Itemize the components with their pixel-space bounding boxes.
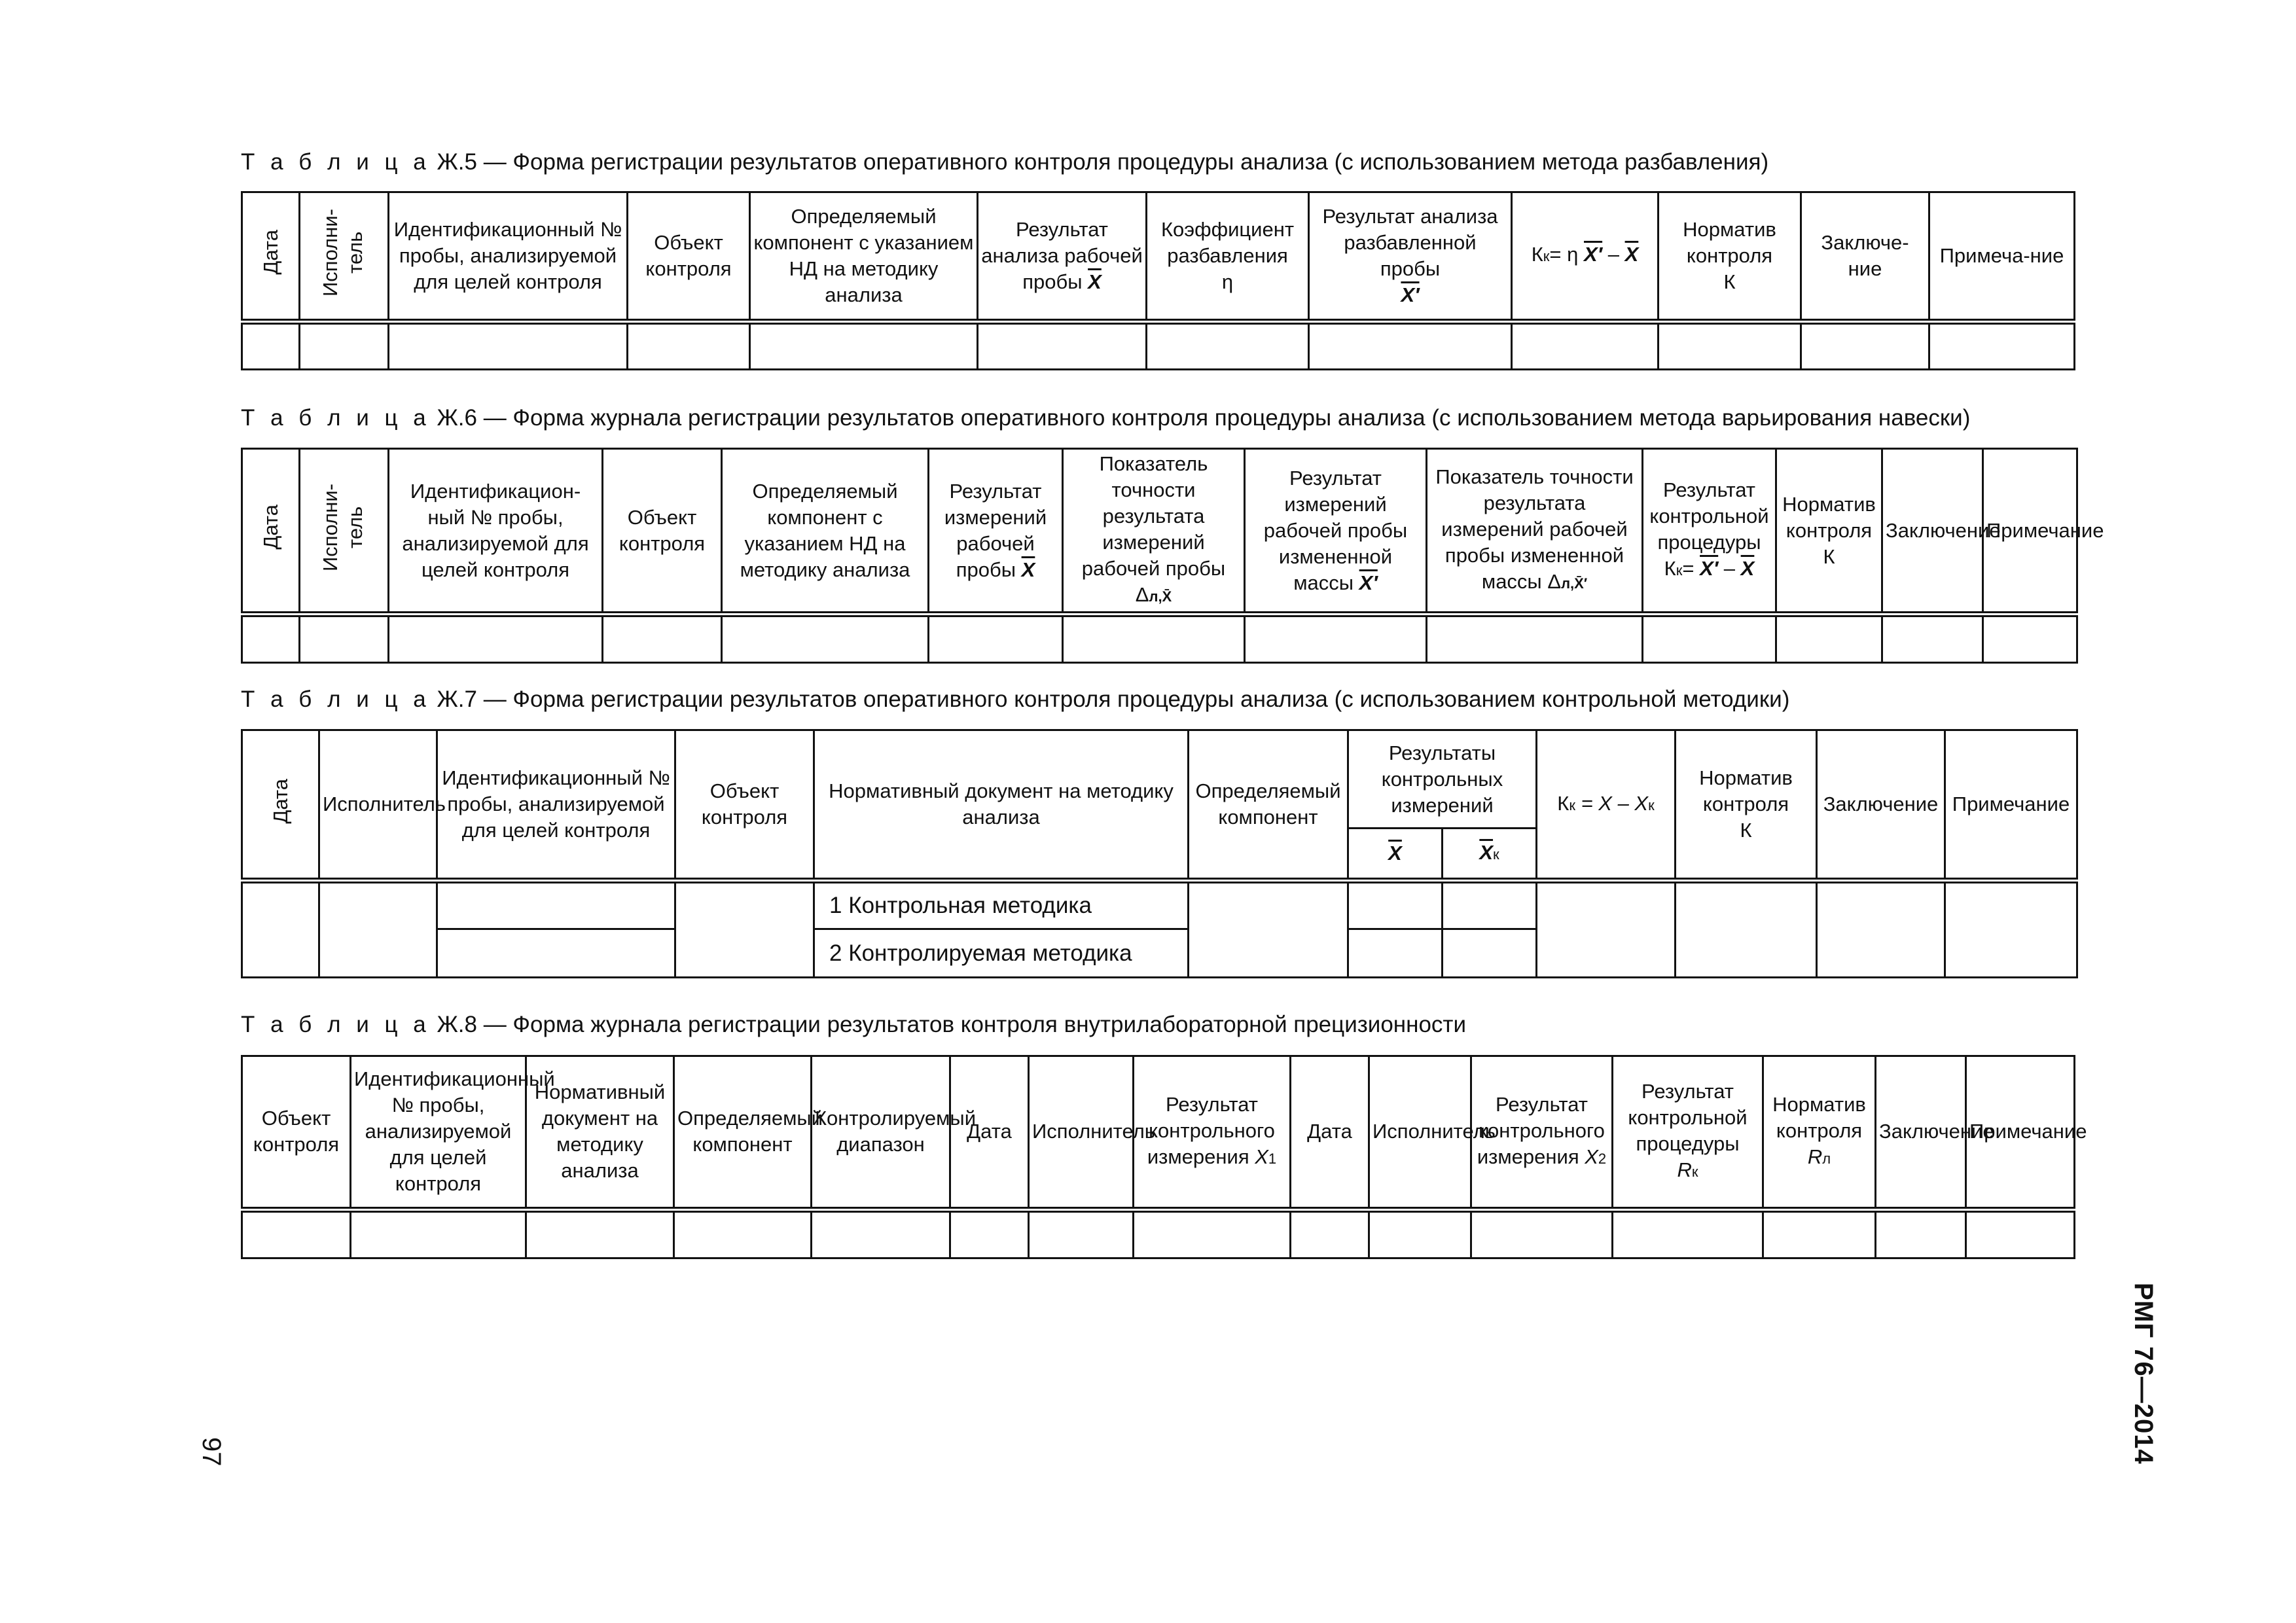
- table-j8: [241, 1055, 2087, 1259]
- header-xk: $\overline{X}к$: [1443, 829, 1537, 881]
- header-normative-document: Нормативный документ на методику анализа: [814, 730, 1189, 881]
- header-note: Примеча-ние: [1929, 192, 2075, 322]
- document-code: РМГ 76—2014: [2129, 1283, 2158, 1465]
- header-component: Определяемый компонент с указанием НД на методику анализа: [750, 192, 978, 322]
- table-title: Ж.7 — Форма регистрации результатов оперативного контроля процедуры анализа (с использованием контрольной методики): [437, 687, 1790, 712]
- header-range: Контролируемый диапазон: [812, 1056, 950, 1210]
- header-changed-mass-result: Результат измерений рабочей пробы измененной массы X′: [1245, 449, 1427, 615]
- header-norm: Норматив контроля К: [1659, 192, 1801, 322]
- header-object: Объект контроля: [242, 1056, 351, 1210]
- table-label: Т а б л и ц а: [241, 149, 431, 175]
- table-row: [242, 1209, 2075, 1258]
- header-object: Объект контроля: [628, 192, 750, 322]
- header-executor: Исполнитель: [319, 730, 437, 881]
- header-diluted-result: Результат анализа разбавленной пробы X′: [1309, 192, 1512, 322]
- table-j5-caption: [241, 149, 1768, 175]
- header-conclusion: Заключе-ние: [1801, 192, 1929, 322]
- header-result-1: Результат контрольного измерения X1: [1134, 1056, 1291, 1210]
- header-x: $\overline{X}$: [1348, 829, 1443, 881]
- header-date: Дата: [242, 192, 300, 322]
- header-dilution-coef: Коэффициент разбавления η: [1147, 192, 1309, 322]
- header-component: Определяемый компонент: [1189, 730, 1348, 881]
- header-note: Примечание: [1983, 449, 2077, 615]
- header-sample-id: Идентификацион-ный № пробы, анализируемой для целей контроля: [389, 449, 603, 615]
- header-procedure-result: Результат контрольной процедуры Rк: [1613, 1056, 1763, 1210]
- header-normative-document: Нормативный документ на методику анализа: [526, 1056, 674, 1210]
- header-component: Определяемый компонент с указанием НД на методику анализа: [722, 449, 929, 615]
- header-date: Дата: [242, 730, 319, 881]
- header-object: Объект контроля: [675, 730, 814, 881]
- table-j5: [241, 191, 2075, 370]
- table-title: Ж.6 — Форма журнала регистрации результатов оперативного контроля процедуры анализа (с использованием метода варьирования навески): [437, 405, 1971, 431]
- header-norm: Норматив контроля К: [1776, 449, 1882, 615]
- header-executor-1: Исполнитель: [1029, 1056, 1134, 1210]
- header-date-1: Дата: [950, 1056, 1029, 1210]
- header-component: Определяемый компонент: [674, 1056, 812, 1210]
- header-control-result: Результат контрольной процедуры $Кк= X' - \overline{X}$: [1643, 449, 1776, 615]
- header-executor: Исполни-тель: [300, 192, 389, 322]
- table-title: Ж.8 — Форма журнала регистрации результатов контроля внутрилабораторной прецизионности: [437, 1012, 1467, 1037]
- table-label: Т а б л и ц а: [241, 687, 431, 712]
- table-j6: [241, 448, 2104, 664]
- header-norm: Норматив контроля Rл: [1763, 1056, 1876, 1210]
- header-conclusion: Заключение: [1882, 449, 1983, 615]
- table-row: [242, 615, 2077, 663]
- header-note: Примечание: [1945, 730, 2077, 881]
- header-sample-id: Идентификационный № пробы, анализируемой для целей контроля: [389, 192, 628, 322]
- header-object: Объект контроля: [603, 449, 722, 615]
- header-norm: Норматив контроля К: [1676, 730, 1817, 881]
- page-number: 97: [197, 1437, 226, 1467]
- header-conclusion: Заключение: [1817, 730, 1945, 881]
- header-sample-id: Идентификационный № пробы, анализируемой для целей контроля: [351, 1056, 526, 1210]
- table-label: Т а б л и ц а: [241, 1012, 431, 1037]
- header-accuracy-changed: Показатель точности результата измерений рабочей пробы измененной массы Δл,X̄′: [1427, 449, 1643, 615]
- header-result: Результат анализа рабочей пробы $\overline{X}$: [978, 192, 1147, 322]
- header-result: Результат измерений рабочей пробы $\overline{X}$: [929, 449, 1063, 615]
- header-note: Примечание: [1966, 1056, 2075, 1210]
- x-bar-symbol: $\overline{X}$: [1088, 270, 1102, 293]
- header-date-2: Дата: [1291, 1056, 1369, 1210]
- header-sample-id: Идентификационный № пробы, анализируемой для целей контроля: [437, 730, 675, 881]
- header-executor: Исполни-тель: [300, 449, 389, 615]
- header-control-results: Результаты контрольных измерений: [1348, 730, 1537, 829]
- header-executor-2: Исполнитель: [1369, 1056, 1471, 1210]
- header-result-2: Результат контрольного измерения X2: [1471, 1056, 1613, 1210]
- table-title: Ж.5 — Форма регистрации результатов оперативного контроля процедуры анализа (с использованием метода разбавления): [437, 149, 1769, 175]
- table-j6-caption: [241, 405, 1970, 431]
- header-kk-formula: Кк= η $X' - \overline{X}$: [1512, 192, 1659, 322]
- row-controlled-method: 2 Контролируемая методика: [814, 929, 1189, 978]
- table-j7-caption: [241, 687, 1789, 713]
- header-conclusion: Заключение: [1876, 1056, 1966, 1210]
- table-row: [242, 321, 2075, 369]
- header-accuracy: Показатель точности результата измерений рабочей пробы Δл,X̄: [1063, 449, 1245, 615]
- header-date: Дата: [242, 449, 300, 615]
- table-row: [242, 881, 2077, 929]
- row-control-method: 1 Контрольная методика: [814, 881, 1189, 929]
- table-label: Т а б л и ц а: [241, 405, 431, 431]
- table-j7: [241, 729, 2078, 978]
- header-kk-formula: Кк = X – Xк: [1537, 730, 1676, 881]
- table-j8-caption: [241, 1012, 1466, 1038]
